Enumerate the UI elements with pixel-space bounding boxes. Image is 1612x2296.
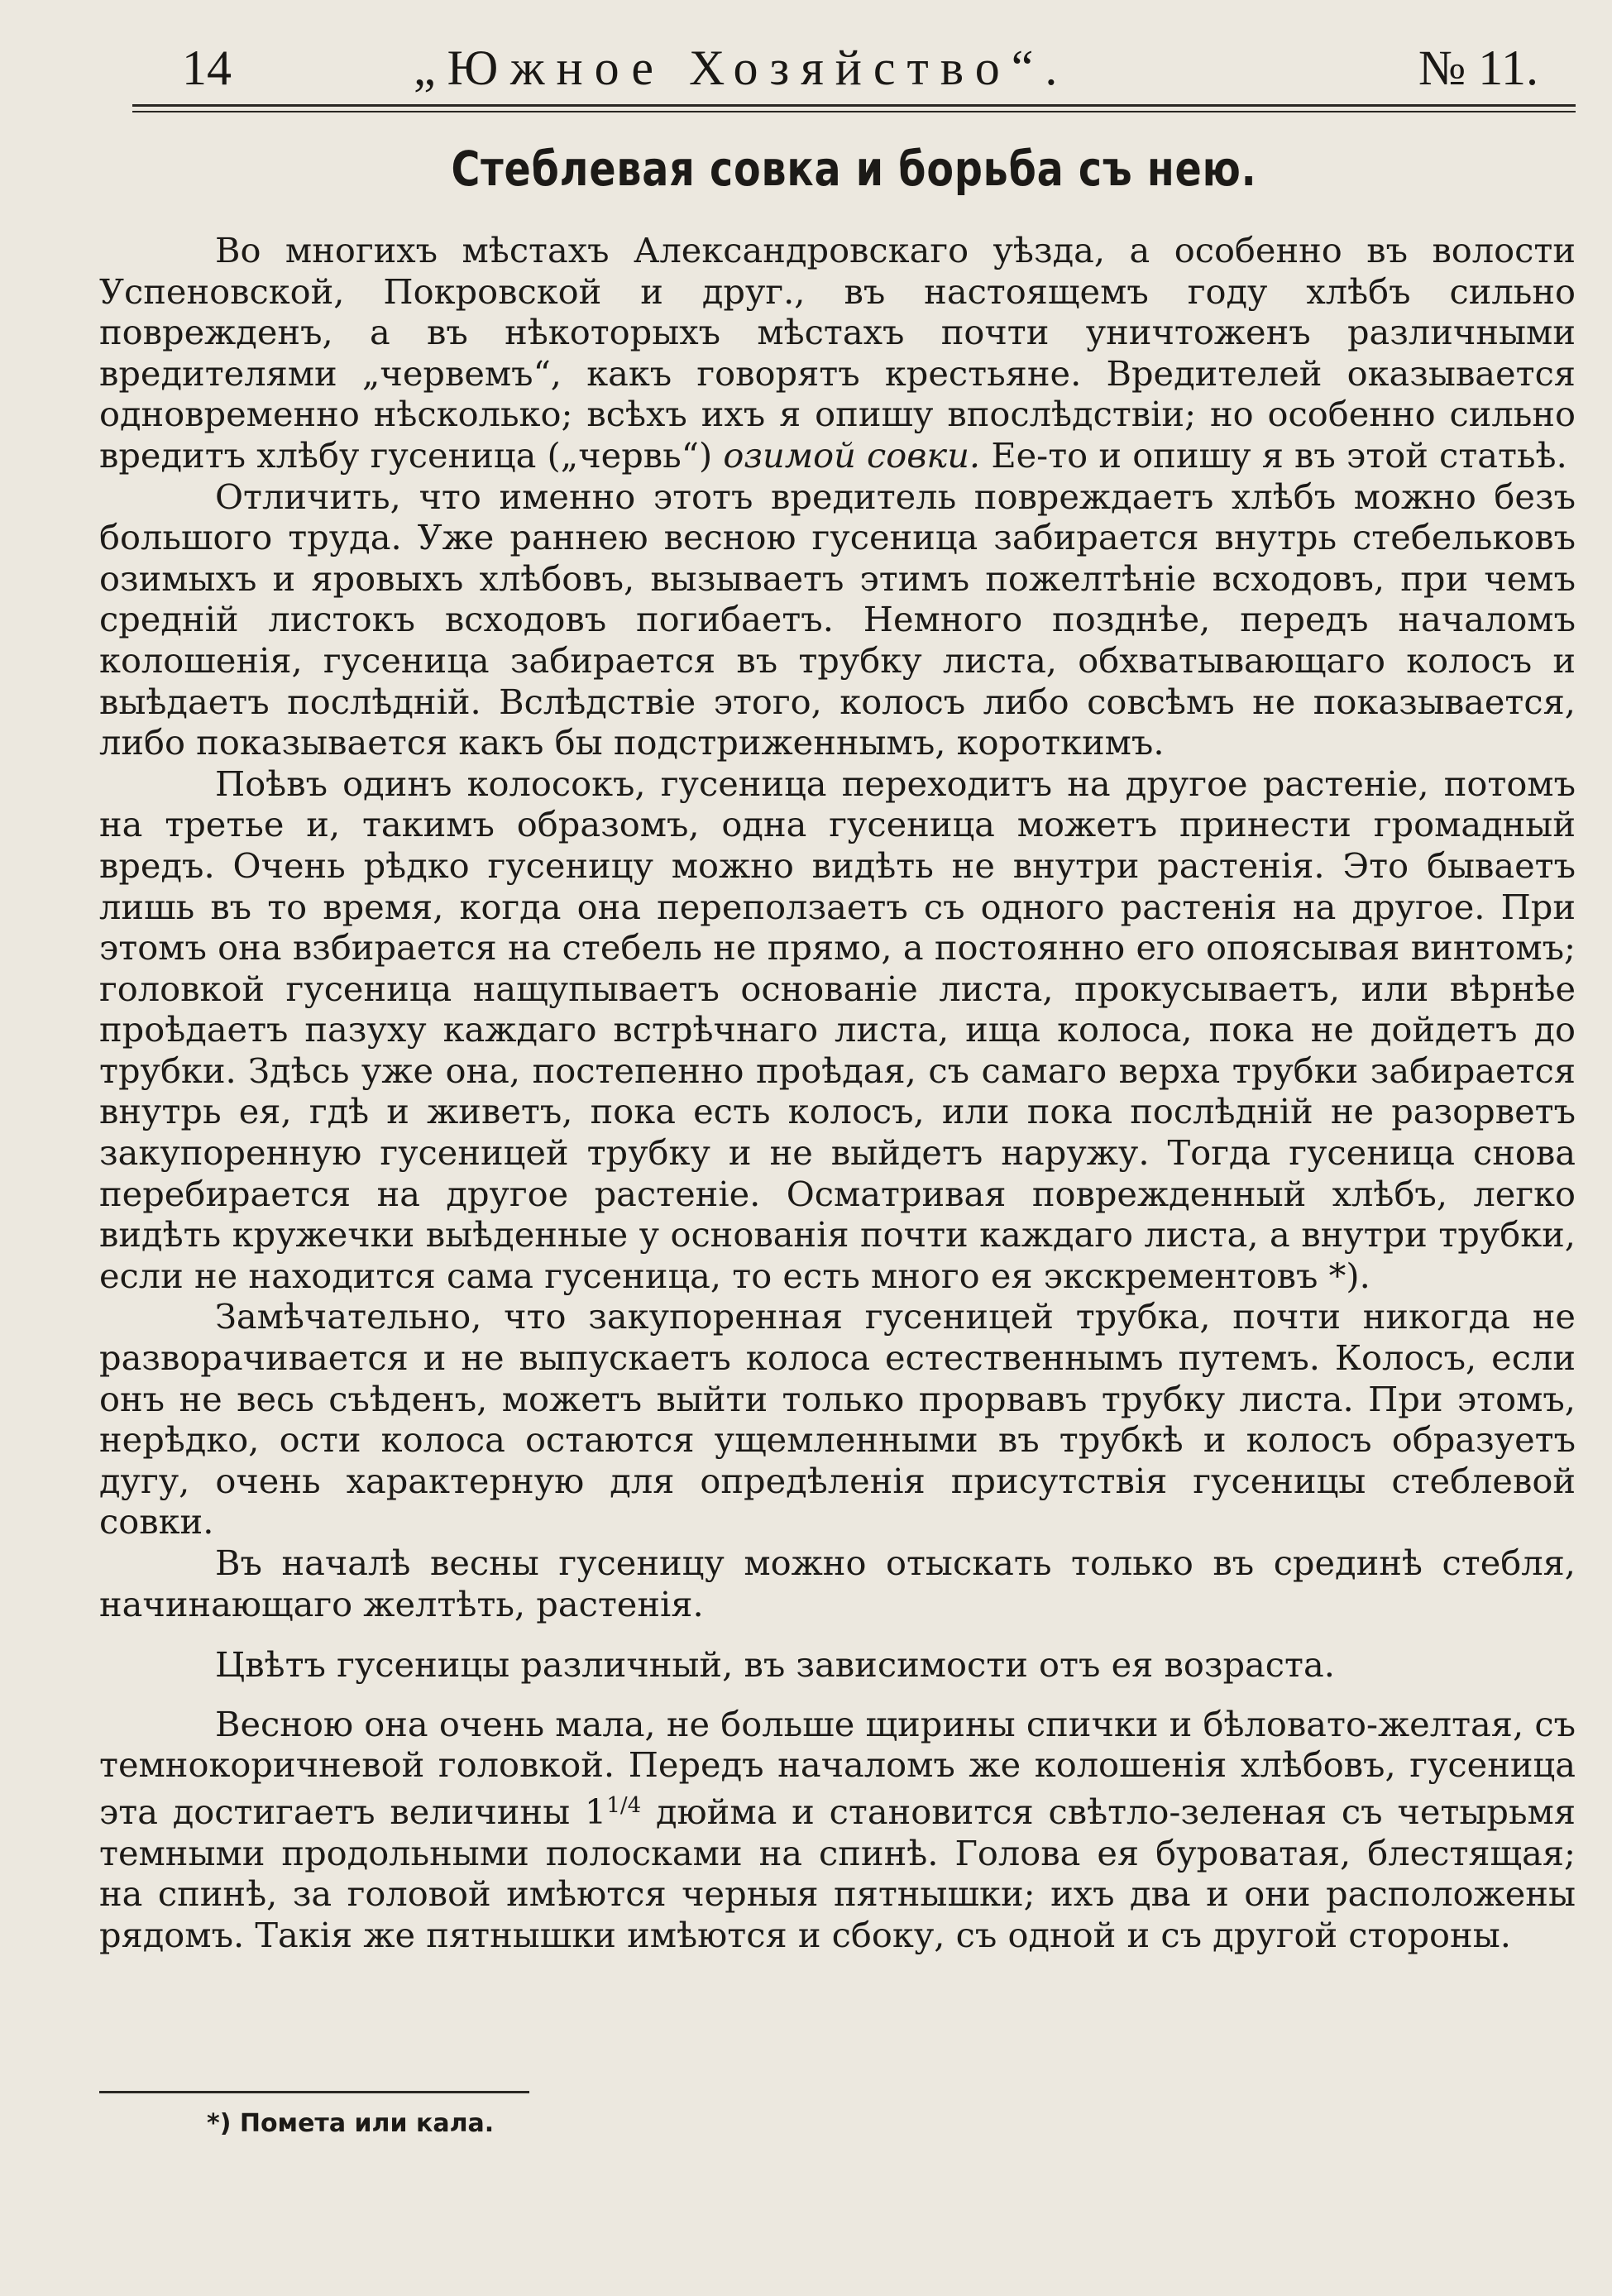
paragraph: Во многихъ мѣстахъ Александровскаго уѣзда, а особенно въ волости Успеновской, Покровской и друг., въ настоящемъ году хлѣбъ сильно поврежденъ, а въ нѣкоторыхъ мѣстахъ почти уничтоженъ различными вредителями „червемъ“, какъ говорятъ крестьяне. Вредителей оказывается одновременно нѣсколько; всѣхъ ихъ я опишу впослѣдствіи; но особенно сильно вредитъ хлѣбу гусеница („червь“) озимой совки. Ее-то и опишу я въ этой статьѣ. bbox=[99, 230, 1576, 476]
page-number: 14 bbox=[182, 41, 232, 95]
footnote-rule bbox=[99, 2091, 529, 2093]
paragraph: Въ началѣ весны гусеницу можно отыскать только въ срединѣ стебля, начинающаго желтѣть, растенія. bbox=[99, 1543, 1576, 1624]
article-title: Стеблевая совка и борьба съ нею. bbox=[451, 141, 1257, 197]
paragraph: Замѣчательно, что закупоренная гусеницей трубка, почти никогда не разворачивается и не выпускаетъ колоса естественнымъ путемъ. Колосъ, если онъ не весь съѣденъ, можетъ выйти только прорвавъ трубку листа. При этомъ, нерѣдко, ости колоса остаются ущемленными въ трубкѣ и колосъ образуетъ дугу, очень характерную для опредѣленія присутствія гусеницы стеблевой совки. bbox=[99, 1296, 1576, 1543]
issue-number: № 11. bbox=[1418, 41, 1538, 95]
journal-title: „Южное Хозяйство“. bbox=[414, 41, 1069, 95]
header-rule-thin bbox=[132, 111, 1576, 112]
paragraph: Весною она очень мала, не больше щирины спички и бѣловато-желтая, съ темнокоричневой головкой. Передъ началомъ же колошенія хлѣбовъ, гусеница эта достигаетъ величины $1^{1/4}$ дюйма и становится свѣтло-зеленая съ четырьмя темными продольными полосками на спинѣ. Голова ея буроватая, блестящая; на спинѣ, за головой имѣются черныя пятнышки; ихъ два и они расположены рядомъ. Такія же пятнышки имѣются и сбоку, съ одной и съ другой стороны. bbox=[99, 1703, 1576, 1955]
article-body bbox=[99, 230, 1576, 1955]
footnote: *) Помета или кала. bbox=[207, 2109, 495, 2138]
running-header bbox=[165, 40, 1538, 98]
fraction-superscript: 1/4 bbox=[606, 1792, 642, 1818]
paragraph: Поѣвъ одинъ колосокъ, гусеница переходитъ на другое растеніе, потомъ на третье и, такимъ образомъ, одна гусеница можетъ принести громадный вредъ. Очень рѣдко гусеницу можно видѣть не внутри растенія. Это бываетъ лишь въ то время, когда она переползаетъ съ одного растенія на другое. При этомъ она взбирается на стебель не прямо, а постоянно его опоясывая винтомъ; головкой гусеница нащупываетъ основаніе листа, прокусываетъ, или вѣрнѣе проѣдаетъ пазуху каждаго встрѣчнаго листа, ища колоса, пока не дойдетъ до трубки. Здѣсь уже она, постепенно проѣдая, съ самаго верха трубки забирается внутрь ея, гдѣ и живетъ, пока есть колосъ, или пока послѣдній не разорветъ закупоренную гусеницей трубку и не выйдетъ наружу. Тогда гусеница снова перебирается на другое растеніе. Осматривая поврежденный хлѣбъ, легко видѣть кружечки выѣденные у основанія почти каждаго листа, а внутри трубки, если не находится сама гусеница, то есть много ея экскрементовъ *). bbox=[99, 763, 1576, 1296]
header-rule bbox=[132, 104, 1576, 107]
paragraph: Цвѣтъ гусеницы различный, въ зависимости отъ ея возраста. bbox=[215, 1644, 1335, 1686]
italic-term: озимой совки. bbox=[723, 434, 981, 476]
paragraph: Отличить, что именно этотъ вредитель повреждаетъ хлѣбъ можно безъ большого труда. Уже раннею весною гусеница забирается внутрь стебельковъ озимыхъ и яровыхъ хлѣбовъ, вызываетъ этимъ пожелтѣніе всходовъ, при чемъ средній листокъ всходовъ погибаетъ. Немного позднѣе, передъ началомъ колошенія, гусеница забирается въ трубку листа, обхватывающаго колосъ и выѣдаетъ послѣдній. Вслѣдствіе этого, колосъ либо совсѣмъ не показывается, либо показывается какъ бы подстриженнымъ, короткимъ. bbox=[99, 476, 1576, 763]
